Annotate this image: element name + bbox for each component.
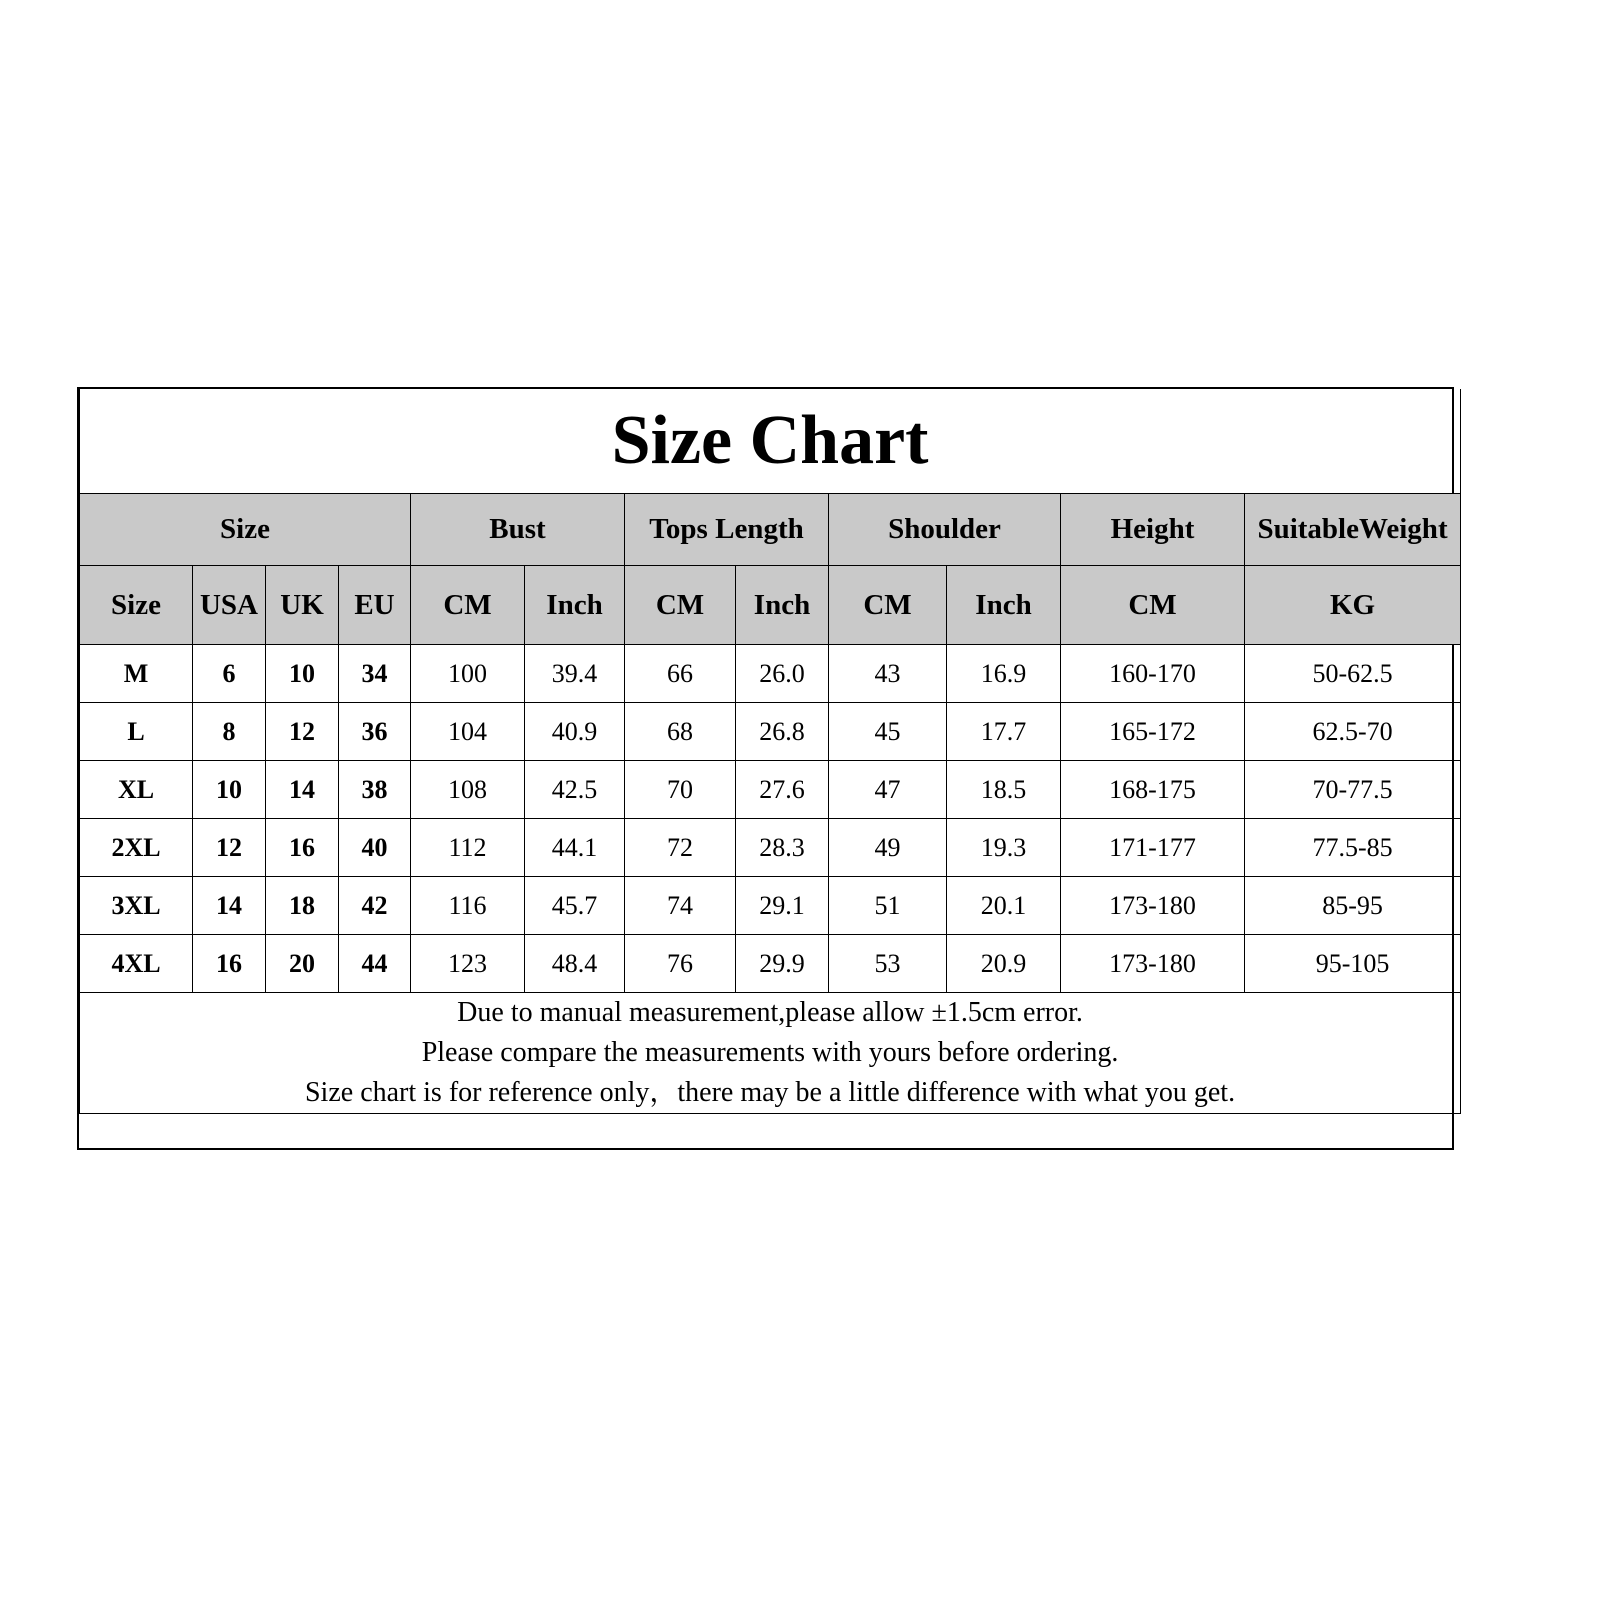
note-line: Size chart is for reference only，there may be a little difference with what you get. <box>304 1077 1236 1108</box>
sub-header-usa: USA <box>193 566 266 645</box>
cell-weight-kg: 95-105 <box>1245 935 1461 993</box>
cell-size: M <box>80 645 193 703</box>
cell-uk: 20 <box>266 935 339 993</box>
cell-bust-cm: 100 <box>411 645 525 703</box>
cell-length-cm: 76 <box>625 935 736 993</box>
cell-shoulder-inch: 20.1 <box>947 877 1061 935</box>
cell-height-cm: 171-177 <box>1061 819 1245 877</box>
cell-length-cm: 72 <box>625 819 736 877</box>
cell-shoulder-inch: 16.9 <box>947 645 1061 703</box>
cell-uk: 16 <box>266 819 339 877</box>
size-chart <box>77 387 1454 1150</box>
size-chart-table <box>79 389 1461 1114</box>
cell-length-cm: 70 <box>625 761 736 819</box>
group-header-shoulder: Shoulder <box>829 494 1061 566</box>
cell-usa: 8 <box>193 703 266 761</box>
cell-length-inch: 29.9 <box>736 935 829 993</box>
cell-uk: 10 <box>266 645 339 703</box>
cell-shoulder-cm: 43 <box>829 645 947 703</box>
cell-usa: 10 <box>193 761 266 819</box>
cell-bust-inch: 42.5 <box>525 761 625 819</box>
table-row <box>80 819 1461 877</box>
cell-bust-inch: 44.1 <box>525 819 625 877</box>
table-row <box>80 935 1461 993</box>
cell-uk: 14 <box>266 761 339 819</box>
sub-header-length-inch: Inch <box>736 566 829 645</box>
cell-weight-kg: 70-77.5 <box>1245 761 1461 819</box>
cell-length-cm: 66 <box>625 645 736 703</box>
cell-length-inch: 28.3 <box>736 819 829 877</box>
cell-usa: 16 <box>193 935 266 993</box>
cell-weight-kg: 62.5-70 <box>1245 703 1461 761</box>
note-line: Please compare the measurements with yours before ordering. <box>421 1037 1119 1068</box>
table-row <box>80 877 1461 935</box>
cell-uk: 18 <box>266 877 339 935</box>
cell-weight-kg: 77.5-85 <box>1245 819 1461 877</box>
cell-usa: 14 <box>193 877 266 935</box>
cell-size: 2XL <box>80 819 193 877</box>
note-line: Due to manual measurement,please allow ±1.5cm error. <box>457 997 1083 1028</box>
table-row <box>80 645 1461 703</box>
cell-usa: 12 <box>193 819 266 877</box>
cell-length-inch: 27.6 <box>736 761 829 819</box>
sub-header-length-cm: CM <box>625 566 736 645</box>
cell-shoulder-inch: 18.5 <box>947 761 1061 819</box>
table-row <box>80 703 1461 761</box>
cell-weight-kg: 50-62.5 <box>1245 645 1461 703</box>
cell-bust-cm: 123 <box>411 935 525 993</box>
chart-title: Size Chart <box>80 389 1461 494</box>
cell-size: 4XL <box>80 935 193 993</box>
sub-header-bust-inch: Inch <box>525 566 625 645</box>
group-header-size: Size <box>80 494 411 566</box>
group-header-suitable-weight: SuitableWeight <box>1245 494 1461 566</box>
cell-bust-inch: 39.4 <box>525 645 625 703</box>
sub-header-shoulder-inch: Inch <box>947 566 1061 645</box>
cell-height-cm: 165-172 <box>1061 703 1245 761</box>
cell-length-inch: 26.0 <box>736 645 829 703</box>
cell-bust-cm: 116 <box>411 877 525 935</box>
cell-length-inch: 26.8 <box>736 703 829 761</box>
cell-height-cm: 173-180 <box>1061 877 1245 935</box>
cell-shoulder-cm: 51 <box>829 877 947 935</box>
cell-height-cm: 173-180 <box>1061 935 1245 993</box>
cell-eu: 34 <box>339 645 411 703</box>
sub-header-eu: EU <box>339 566 411 645</box>
size-rows <box>80 645 1461 993</box>
sub-header-bust-cm: CM <box>411 566 525 645</box>
cell-length-inch: 29.1 <box>736 877 829 935</box>
cell-bust-inch: 40.9 <box>525 703 625 761</box>
sub-header-size: Size <box>80 566 193 645</box>
cell-weight-kg: 85-95 <box>1245 877 1461 935</box>
cell-bust-cm: 108 <box>411 761 525 819</box>
group-header-bust: Bust <box>411 494 625 566</box>
cell-eu: 36 <box>339 703 411 761</box>
table-row <box>80 761 1461 819</box>
cell-shoulder-inch: 19.3 <box>947 819 1061 877</box>
group-header-row <box>80 494 1461 566</box>
cell-bust-inch: 45.7 <box>525 877 625 935</box>
sub-header-weight-kg: KG <box>1245 566 1461 645</box>
sub-header-row <box>80 566 1461 645</box>
cell-height-cm: 168-175 <box>1061 761 1245 819</box>
cell-bust-cm: 112 <box>411 819 525 877</box>
cell-height-cm: 160-170 <box>1061 645 1245 703</box>
cell-size: XL <box>80 761 193 819</box>
cell-size: L <box>80 703 193 761</box>
cell-shoulder-cm: 49 <box>829 819 947 877</box>
sub-header-uk: UK <box>266 566 339 645</box>
cell-uk: 12 <box>266 703 339 761</box>
cell-eu: 40 <box>339 819 411 877</box>
cell-shoulder-inch: 20.9 <box>947 935 1061 993</box>
cell-bust-cm: 104 <box>411 703 525 761</box>
cell-shoulder-cm: 53 <box>829 935 947 993</box>
notes-cell <box>80 993 1461 1114</box>
cell-shoulder-cm: 47 <box>829 761 947 819</box>
sub-header-height-cm: CM <box>1061 566 1245 645</box>
cell-eu: 38 <box>339 761 411 819</box>
cell-shoulder-inch: 17.7 <box>947 703 1061 761</box>
cell-eu: 44 <box>339 935 411 993</box>
cell-length-cm: 74 <box>625 877 736 935</box>
cell-shoulder-cm: 45 <box>829 703 947 761</box>
cell-size: 3XL <box>80 877 193 935</box>
group-header-height: Height <box>1061 494 1245 566</box>
cell-usa: 6 <box>193 645 266 703</box>
cell-eu: 42 <box>339 877 411 935</box>
cell-bust-inch: 48.4 <box>525 935 625 993</box>
sub-header-shoulder-cm: CM <box>829 566 947 645</box>
cell-length-cm: 68 <box>625 703 736 761</box>
group-header-tops-length: Tops Length <box>625 494 829 566</box>
